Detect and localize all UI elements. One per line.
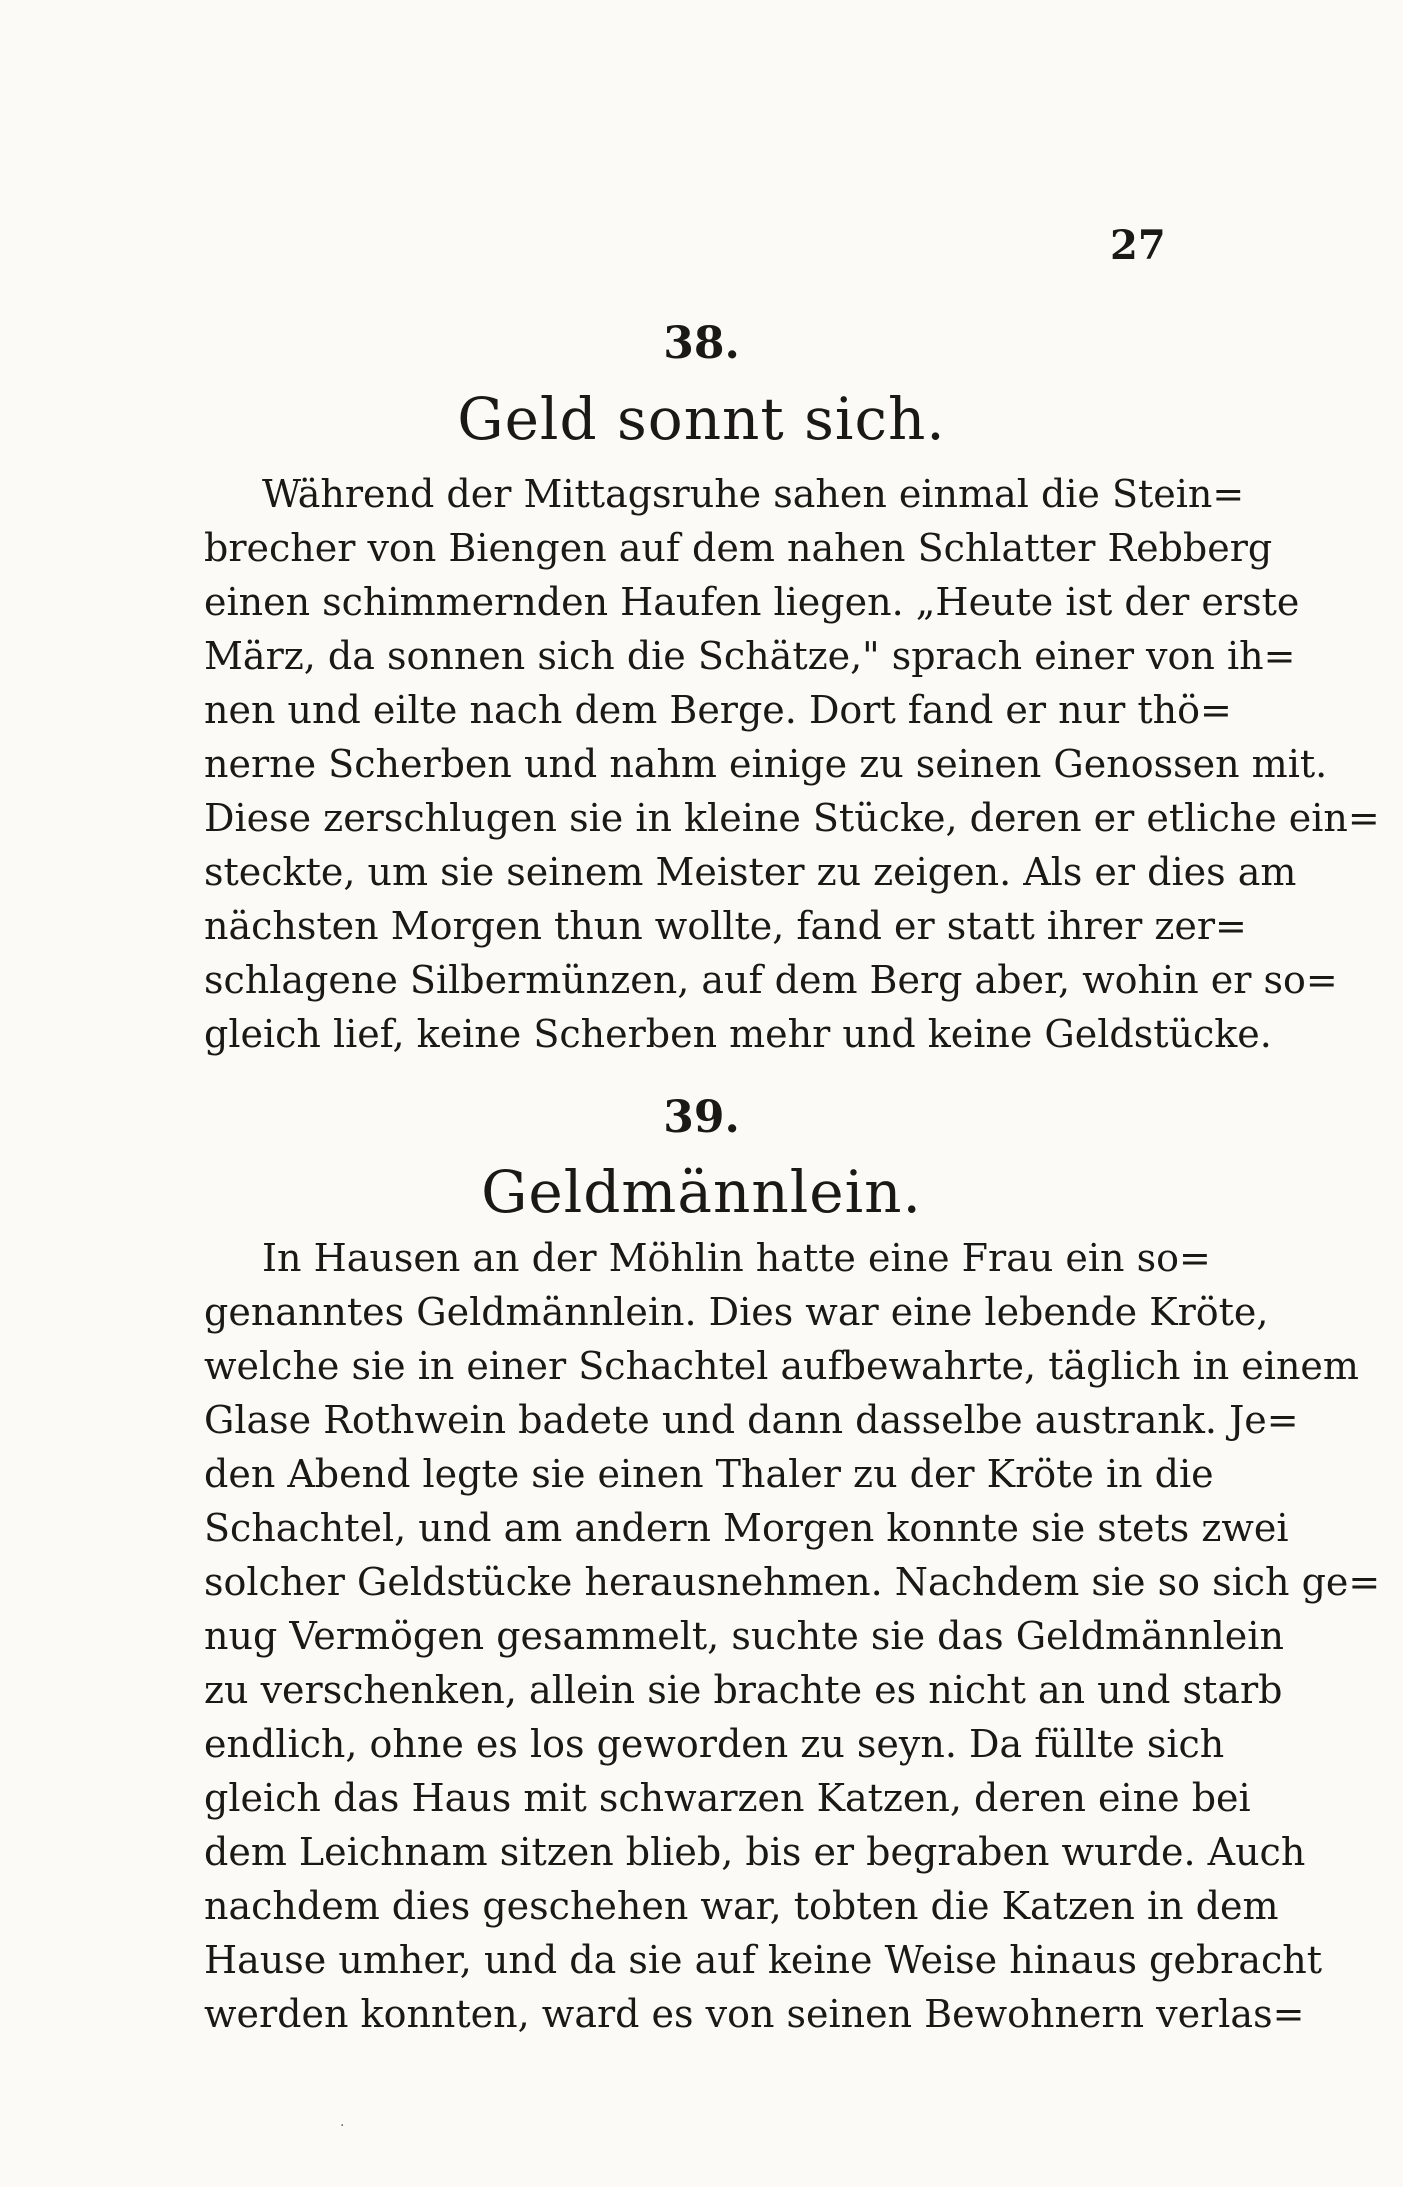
text-line: werden konnten, ward es von seinen Bewohnern verlas= <box>204 1992 1305 2036</box>
section-38-number: 38. <box>663 318 740 369</box>
text-line: endlich, ohne es los geworden zu seyn. Da füllte sich <box>204 1722 1225 1766</box>
text-line: solcher Geldstücke herausnehmen. Nachdem sie so sich ge= <box>204 1560 1381 1604</box>
text-line: Schachtel, und am andern Morgen konnte sie stets zwei <box>204 1506 1289 1550</box>
print-speck: · <box>340 2118 345 2134</box>
text-line: nachdem dies geschehen war, tobten die Katzen in dem <box>204 1884 1279 1928</box>
text-line: Hause umher, und da sie auf keine Weise hinaus gebracht <box>204 1938 1323 1982</box>
text-line: nerne Scherben und nahm einige zu seinen Genossen mit. <box>204 742 1328 786</box>
text-line: Glase Rothwein badete und dann dasselbe austrank. Je= <box>204 1398 1299 1442</box>
text-line: den Abend legte sie einen Thaler zu der Kröte in die <box>204 1452 1214 1496</box>
text-line: brecher von Biengen auf dem nahen Schlatter Rebberg <box>204 526 1273 570</box>
text-line: nug Vermögen gesammelt, suchte sie das Geldmännlein <box>204 1614 1284 1658</box>
text-line: gleich lief, keine Scherben mehr und keine Geldstücke. <box>204 1012 1272 1056</box>
text-line: steckte, um sie seinem Meister zu zeigen. Als er dies am <box>204 850 1297 894</box>
text-line: welche sie in einer Schachtel aufbewahrte, täglich in einem <box>204 1344 1359 1388</box>
text-line: Während der Mittagsruhe sahen einmal die Stein= <box>262 472 1245 516</box>
text-line: nen und eilte nach dem Berge. Dort fand er nur thö= <box>204 688 1232 732</box>
section-38-title: Geld sonnt sich. <box>457 385 946 453</box>
text-line: gleich das Haus mit schwarzen Katzen, deren eine bei <box>204 1776 1251 1820</box>
text-line: einen schimmernden Haufen liegen. „Heute ist der erste <box>204 580 1300 624</box>
text-line: schlagene Silbermünzen, auf dem Berg aber, wohin er so= <box>204 958 1338 1002</box>
text-line: genanntes Geldmännlein. Dies war eine lebende Kröte, <box>204 1290 1269 1334</box>
page-number: 27 <box>1110 222 1166 269</box>
text-line: dem Leichnam sitzen blieb, bis er begraben wurde. Auch <box>204 1830 1306 1874</box>
section-39-number: 39. <box>663 1092 740 1143</box>
text-line: zu verschenken, allein sie brachte es nicht an und starb <box>204 1668 1283 1712</box>
text-line: In Hausen an der Möhlin hatte eine Frau ein so= <box>262 1236 1211 1280</box>
section-39-title: Geldmännlein. <box>481 1158 922 1226</box>
text-line: nächsten Morgen thun wollte, fand er statt ihrer zer= <box>204 904 1247 948</box>
text-line: Diese zerschlugen sie in kleine Stücke, deren er etliche ein= <box>204 796 1380 840</box>
text-line: März, da sonnen sich die Schätze," sprach einer von ih= <box>204 634 1296 678</box>
